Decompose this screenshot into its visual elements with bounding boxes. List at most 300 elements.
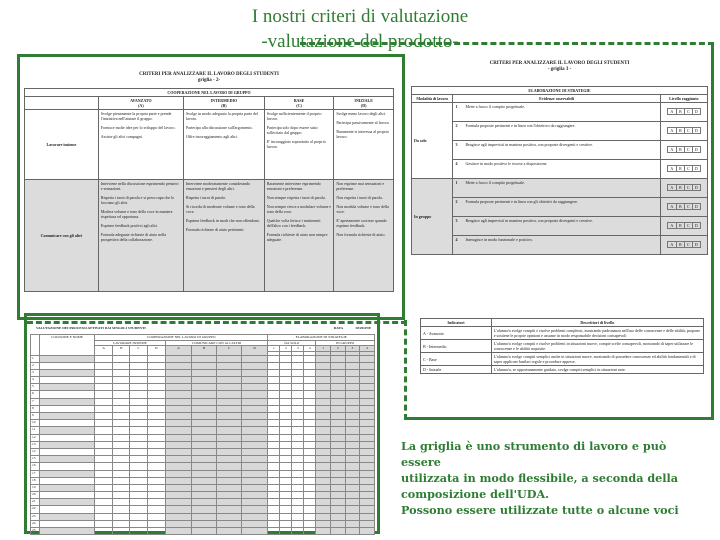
level-option-C[interactable]: C [684,185,692,190]
score-cell[interactable] [165,484,191,491]
score-cell[interactable] [217,492,242,499]
student-name[interactable] [40,405,95,412]
score-cell[interactable] [280,420,292,427]
score-cell[interactable] [292,420,304,427]
score-cell[interactable] [330,420,345,427]
score-cell[interactable] [165,520,191,527]
score-cell[interactable] [147,484,165,491]
score-cell[interactable] [95,420,113,427]
score-cell[interactable] [130,398,147,405]
score-cell[interactable] [304,477,316,484]
score-cell[interactable] [292,413,304,420]
level-option-C[interactable]: C [684,109,692,114]
score-cell[interactable] [113,413,130,420]
level-option-D[interactable]: D [692,204,700,209]
score-cell[interactable] [130,377,147,384]
score-cell[interactable] [241,528,267,535]
student-name[interactable] [40,513,95,520]
score-cell[interactable] [95,477,113,484]
score-cell[interactable] [304,413,316,420]
score-cell[interactable] [268,499,280,506]
score-cell[interactable] [113,405,130,412]
score-cell[interactable] [147,384,165,391]
level-option-D[interactable]: D [692,242,700,247]
student-name[interactable] [40,528,95,535]
score-cell[interactable] [217,398,242,405]
level-option-B[interactable]: B [676,185,684,190]
score-cell[interactable] [268,470,280,477]
score-cell[interactable] [280,499,292,506]
score-cell[interactable] [241,499,267,506]
score-cell[interactable] [292,506,304,513]
score-cell[interactable] [241,434,267,441]
score-cell[interactable] [147,369,165,376]
level-option-D[interactable]: D [692,109,700,114]
score-cell[interactable] [268,492,280,499]
score-cell[interactable] [113,391,130,398]
score-cell[interactable] [130,499,147,506]
score-cell[interactable] [360,420,375,427]
score-cell[interactable] [95,362,113,369]
score-cell[interactable] [192,448,217,455]
score-cell[interactable] [192,484,217,491]
score-cell[interactable] [268,427,280,434]
score-cell[interactable] [316,434,331,441]
score-cell[interactable] [95,377,113,384]
score-cell[interactable] [292,405,304,412]
score-cell[interactable] [280,470,292,477]
score-cell[interactable] [345,513,360,520]
score-cell[interactable] [165,427,191,434]
score-cell[interactable] [95,520,113,527]
score-cell[interactable] [304,377,316,384]
score-cell[interactable] [268,484,280,491]
score-cell[interactable] [280,398,292,405]
score-cell[interactable] [292,355,304,362]
score-cell[interactable] [241,513,267,520]
score-cell[interactable] [292,384,304,391]
score-cell[interactable] [113,448,130,455]
score-cell[interactable] [130,362,147,369]
score-cell[interactable] [130,369,147,376]
score-cell[interactable] [241,377,267,384]
score-cell[interactable] [304,355,316,362]
score-cell[interactable] [268,477,280,484]
score-cell[interactable] [268,506,280,513]
score-cell[interactable] [113,528,130,535]
score-cell[interactable] [241,506,267,513]
score-cell[interactable] [304,456,316,463]
score-cell[interactable] [217,377,242,384]
score-cell[interactable] [304,434,316,441]
score-cell[interactable] [360,391,375,398]
score-cell[interactable] [268,441,280,448]
score-cell[interactable] [165,456,191,463]
score-cell[interactable] [165,362,191,369]
score-cell[interactable] [292,434,304,441]
score-cell[interactable] [192,391,217,398]
score-cell[interactable] [304,405,316,412]
score-cell[interactable] [192,477,217,484]
score-cell[interactable] [304,420,316,427]
score-cell[interactable] [292,463,304,470]
level-option-D[interactable]: D [692,223,700,228]
score-cell[interactable] [165,499,191,506]
score-cell[interactable] [130,513,147,520]
score-cell[interactable] [192,528,217,535]
score-cell[interactable] [165,441,191,448]
score-cell[interactable] [95,413,113,420]
score-cell[interactable] [217,413,242,420]
score-cell[interactable] [241,477,267,484]
score-cell[interactable] [304,384,316,391]
score-cell[interactable] [217,369,242,376]
score-cell[interactable] [316,413,331,420]
score-cell[interactable] [165,528,191,535]
score-cell[interactable] [268,528,280,535]
score-cell[interactable] [147,434,165,441]
score-cell[interactable] [130,391,147,398]
student-name[interactable] [40,492,95,499]
score-cell[interactable] [292,441,304,448]
score-cell[interactable] [192,427,217,434]
level-option-A[interactable]: A [670,223,674,228]
score-cell[interactable] [292,369,304,376]
score-cell[interactable] [330,369,345,376]
score-cell[interactable] [280,377,292,384]
level-option-C[interactable]: C [684,166,692,171]
score-cell[interactable] [95,528,113,535]
score-cell[interactable] [130,506,147,513]
score-cell[interactable] [192,362,217,369]
score-cell[interactable] [217,448,242,455]
score-cell[interactable] [360,499,375,506]
score-cell[interactable] [130,420,147,427]
score-cell[interactable] [192,441,217,448]
level-option-D[interactable]: D [692,166,700,171]
score-cell[interactable] [192,434,217,441]
score-cell[interactable] [292,470,304,477]
score-cell[interactable] [292,377,304,384]
score-cell[interactable] [113,520,130,527]
student-name[interactable] [40,362,95,369]
score-cell[interactable] [304,369,316,376]
score-cell[interactable] [316,441,331,448]
student-name[interactable] [40,499,95,506]
score-cell[interactable] [192,506,217,513]
score-cell[interactable] [316,484,331,491]
score-cell[interactable] [304,470,316,477]
score-cell[interactable] [217,477,242,484]
student-name[interactable] [40,463,95,470]
score-cell[interactable] [165,384,191,391]
score-cell[interactable] [165,413,191,420]
score-cell[interactable] [95,369,113,376]
score-cell[interactable] [241,355,267,362]
score-cell[interactable] [217,528,242,535]
score-cell[interactable] [113,463,130,470]
score-cell[interactable] [147,413,165,420]
score-cell[interactable] [147,470,165,477]
score-cell[interactable] [192,355,217,362]
score-cell[interactable] [147,492,165,499]
score-cell[interactable] [360,427,375,434]
score-cell[interactable] [268,362,280,369]
score-cell[interactable] [217,434,242,441]
score-cell[interactable] [95,384,113,391]
score-cell[interactable] [345,362,360,369]
score-cell[interactable] [217,513,242,520]
score-cell[interactable] [95,434,113,441]
score-cell[interactable] [330,513,345,520]
score-cell[interactable] [217,391,242,398]
score-cell[interactable] [147,528,165,535]
score-cell[interactable] [316,506,331,513]
score-cell[interactable] [360,384,375,391]
score-cell[interactable] [330,456,345,463]
score-cell[interactable] [280,413,292,420]
level-option-C[interactable]: C [684,223,692,228]
score-cell[interactable] [130,441,147,448]
score-cell[interactable] [130,434,147,441]
score-cell[interactable] [292,492,304,499]
score-cell[interactable] [165,355,191,362]
score-cell[interactable] [345,456,360,463]
score-cell[interactable] [147,520,165,527]
score-cell[interactable] [147,463,165,470]
score-cell[interactable] [95,506,113,513]
score-cell[interactable] [268,513,280,520]
score-cell[interactable] [268,413,280,420]
score-cell[interactable] [113,484,130,491]
score-cell[interactable] [304,513,316,520]
score-cell[interactable] [330,377,345,384]
score-cell[interactable] [147,398,165,405]
score-cell[interactable] [95,492,113,499]
score-cell[interactable] [330,477,345,484]
score-cell[interactable] [316,384,331,391]
score-cell[interactable] [217,355,242,362]
level-option-B[interactable]: B [676,166,684,171]
score-cell[interactable] [165,369,191,376]
score-cell[interactable] [345,384,360,391]
score-cell[interactable] [268,405,280,412]
score-cell[interactable] [95,463,113,470]
score-cell[interactable] [217,405,242,412]
score-cell[interactable] [241,456,267,463]
score-cell[interactable] [360,369,375,376]
score-cell[interactable] [268,355,280,362]
score-cell[interactable] [130,463,147,470]
score-cell[interactable] [113,384,130,391]
score-cell[interactable] [345,520,360,527]
score-cell[interactable] [360,513,375,520]
level-option-C[interactable]: C [684,128,692,133]
score-cell[interactable] [280,492,292,499]
score-cell[interactable] [113,456,130,463]
score-cell[interactable] [113,470,130,477]
score-cell[interactable] [268,377,280,384]
score-cell[interactable] [241,398,267,405]
score-cell[interactable] [147,427,165,434]
score-cell[interactable] [268,369,280,376]
score-cell[interactable] [241,405,267,412]
score-cell[interactable] [217,463,242,470]
score-cell[interactable] [113,369,130,376]
score-cell[interactable] [360,377,375,384]
score-cell[interactable] [165,434,191,441]
score-cell[interactable] [147,355,165,362]
score-cell[interactable] [304,427,316,434]
score-cell[interactable] [165,405,191,412]
score-cell[interactable] [241,413,267,420]
level-option-A[interactable]: A [670,166,674,171]
score-cell[interactable] [130,384,147,391]
score-cell[interactable] [280,513,292,520]
score-cell[interactable] [292,513,304,520]
score-cell[interactable] [147,420,165,427]
score-cell[interactable] [360,456,375,463]
score-cell[interactable] [280,528,292,535]
score-cell[interactable] [192,384,217,391]
student-name[interactable] [40,520,95,527]
score-cell[interactable] [316,369,331,376]
score-cell[interactable] [217,427,242,434]
score-cell[interactable] [280,477,292,484]
score-cell[interactable] [304,520,316,527]
score-cell[interactable] [268,463,280,470]
score-cell[interactable] [304,484,316,491]
score-cell[interactable] [316,463,331,470]
student-name[interactable] [40,420,95,427]
score-cell[interactable] [165,448,191,455]
score-cell[interactable] [280,463,292,470]
score-cell[interactable] [95,441,113,448]
score-cell[interactable] [345,499,360,506]
level-option-A[interactable]: A [670,128,674,133]
score-cell[interactable] [345,441,360,448]
score-cell[interactable] [360,448,375,455]
score-cell[interactable] [147,477,165,484]
score-cell[interactable] [192,499,217,506]
score-cell[interactable] [345,413,360,420]
score-cell[interactable] [217,520,242,527]
score-cell[interactable] [241,441,267,448]
score-cell[interactable] [316,528,331,535]
score-cell[interactable] [165,391,191,398]
score-cell[interactable] [330,463,345,470]
score-cell[interactable] [280,427,292,434]
score-cell[interactable] [192,420,217,427]
score-cell[interactable] [280,369,292,376]
level-option-B[interactable]: B [676,204,684,209]
score-cell[interactable] [316,362,331,369]
score-cell[interactable] [113,499,130,506]
student-name[interactable] [40,448,95,455]
score-cell[interactable] [95,448,113,455]
score-cell[interactable] [345,484,360,491]
level-option-C[interactable]: C [684,242,692,247]
score-cell[interactable] [345,492,360,499]
score-cell[interactable] [316,448,331,455]
score-cell[interactable] [217,456,242,463]
score-cell[interactable] [360,506,375,513]
level-option-A[interactable]: A [670,204,674,209]
level-option-B[interactable]: B [676,109,684,114]
score-cell[interactable] [217,384,242,391]
score-cell[interactable] [304,499,316,506]
score-cell[interactable] [316,420,331,427]
score-cell[interactable] [330,470,345,477]
score-cell[interactable] [268,420,280,427]
score-cell[interactable] [147,513,165,520]
score-cell[interactable] [165,470,191,477]
score-cell[interactable] [113,441,130,448]
score-cell[interactable] [360,405,375,412]
score-cell[interactable] [268,456,280,463]
score-cell[interactable] [241,427,267,434]
score-cell[interactable] [268,520,280,527]
score-cell[interactable] [280,362,292,369]
score-cell[interactable] [192,463,217,470]
score-cell[interactable] [292,427,304,434]
score-cell[interactable] [316,355,331,362]
score-cell[interactable] [316,520,331,527]
score-cell[interactable] [316,477,331,484]
score-cell[interactable] [241,470,267,477]
student-name[interactable] [40,391,95,398]
level-option-D[interactable]: D [692,185,700,190]
level-option-D[interactable]: D [692,128,700,133]
score-cell[interactable] [330,520,345,527]
score-cell[interactable] [113,420,130,427]
score-cell[interactable] [217,506,242,513]
score-cell[interactable] [113,513,130,520]
score-cell[interactable] [192,456,217,463]
score-cell[interactable] [330,499,345,506]
score-cell[interactable] [304,492,316,499]
score-cell[interactable] [192,520,217,527]
score-cell[interactable] [147,441,165,448]
student-name[interactable] [40,484,95,491]
score-cell[interactable] [95,470,113,477]
score-cell[interactable] [130,470,147,477]
score-cell[interactable] [113,477,130,484]
score-cell[interactable] [280,456,292,463]
score-cell[interactable] [241,362,267,369]
level-option-A[interactable]: A [670,242,674,247]
score-cell[interactable] [304,398,316,405]
score-cell[interactable] [280,405,292,412]
score-cell[interactable] [147,456,165,463]
score-cell[interactable] [316,499,331,506]
score-cell[interactable] [165,420,191,427]
score-cell[interactable] [360,528,375,535]
score-cell[interactable] [280,520,292,527]
score-cell[interactable] [130,355,147,362]
score-cell[interactable] [304,362,316,369]
score-cell[interactable] [241,492,267,499]
score-cell[interactable] [330,391,345,398]
score-cell[interactable] [292,484,304,491]
score-cell[interactable] [147,391,165,398]
student-name[interactable] [40,413,95,420]
score-cell[interactable] [95,484,113,491]
score-cell[interactable] [345,377,360,384]
score-cell[interactable] [217,420,242,427]
score-cell[interactable] [241,384,267,391]
score-cell[interactable] [113,492,130,499]
